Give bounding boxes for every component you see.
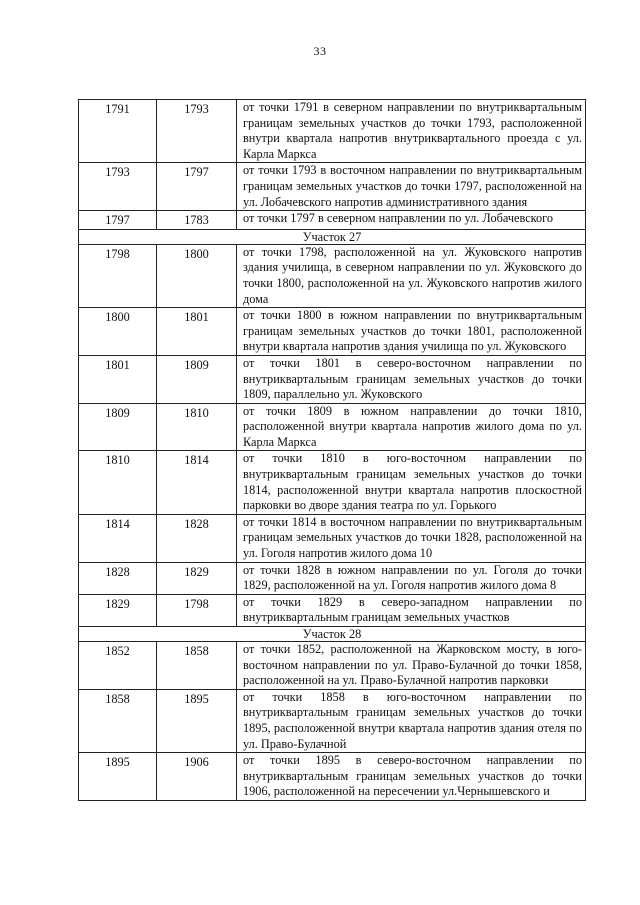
description-cell: от точки 1809 в южном направлении до точки 1810, расположенной внутри квартала напротив жилого дома по ул. Карла Маркса [237,403,586,451]
section-header-row [79,229,586,244]
section-title: Участок 28 [79,627,586,642]
table-row [79,753,586,801]
table-row [79,244,586,307]
description-cell: от точки 1801 в северо-восточном направлении по внутриквартальным границам земельных участков до точки 1809, параллельно ул. Жуковского [237,355,586,403]
from-point-cell: 1810 [79,451,157,514]
from-point-cell: 1798 [79,244,157,307]
table-row [79,562,586,594]
to-point-cell: 1800 [157,244,237,307]
description-cell: от точки 1895 в северо-восточном направлении по внутриквартальным границам земельных участков до точки 1906, расположенной на пересечении ул.Чернышевского и [237,753,586,801]
description-cell: от точки 1798, расположенной на ул. Жуковского напротив здания училища, в северном направлении по ул. Жуковского до точки 1800, расположенной на ул. Жуковского напротив жилого дома [237,244,586,307]
to-point-cell: 1793 [157,100,237,163]
from-point-cell: 1791 [79,100,157,163]
from-point-cell: 1793 [79,163,157,211]
description-cell: от точки 1858 в юго-восточном направлении по внутриквартальным границам земельных участков до точки 1895, расположенной внутри квартала напротив здания отеля по ул. Право-Булачной [237,689,586,752]
description-cell: от точки 1791 в северном направлении по внутриквартальным границам земельных участков до точки 1793, расположенной внутри квартала напротив внутриквартального проезда с ул. Карла Маркса [237,100,586,163]
from-point-cell: 1800 [79,308,157,356]
table-row [79,514,586,562]
description-cell: от точки 1828 в южном направлении по ул. Гоголя до точки 1829, расположенной на ул. Гоголя напротив жилого дома 8 [237,562,586,594]
to-point-cell: 1906 [157,753,237,801]
table-row [79,308,586,356]
description-cell: от точки 1797 в северном направлении по ул. Лобачевского [237,211,586,230]
description-cell: от точки 1793 в восточном направлении по внутриквартальным границам земельных участков до точки 1797, расположенной на ул. Лобачевского напротив административного здания [237,163,586,211]
description-cell: от точки 1852, расположенной на Жарковском мосту, в юго-восточном направлении по ул. Право-Булачной до точки 1858, расположенной на ул. Право-Булачной напротив парковки [237,642,586,690]
description-cell: от точки 1810 в юго-восточном направлении по внутриквартальным границам земельных участков до точки 1814, расположенной внутри квартала напротив плоскостной парковки во дворе здания театра по ул. Горького [237,451,586,514]
to-point-cell: 1797 [157,163,237,211]
section-title: Участок 27 [79,229,586,244]
from-point-cell: 1895 [79,753,157,801]
table-row [79,594,586,626]
table-row [79,211,586,230]
from-point-cell: 1814 [79,514,157,562]
table-row [79,100,586,163]
table-row [79,403,586,451]
to-point-cell: 1798 [157,594,237,626]
to-point-cell: 1858 [157,642,237,690]
from-point-cell: 1797 [79,211,157,230]
description-cell: от точки 1814 в восточном направлении по внутриквартальным границам земельных участков до точки 1828, расположенной на ул. Гоголя напротив жилого дома 10 [237,514,586,562]
from-point-cell: 1828 [79,562,157,594]
table-row [79,163,586,211]
from-point-cell: 1809 [79,403,157,451]
table-row [79,642,586,690]
from-point-cell: 1801 [79,355,157,403]
table-row [79,689,586,752]
from-point-cell: 1829 [79,594,157,626]
boundary-description-table [78,99,586,801]
to-point-cell: 1814 [157,451,237,514]
from-point-cell: 1858 [79,689,157,752]
section-header-row [79,627,586,642]
to-point-cell: 1828 [157,514,237,562]
description-cell: от точки 1800 в южном направлении по внутриквартальным границам земельных участков до точки 1801, расположенной внутри квартала напротив здания училища по ул. Жуковского [237,308,586,356]
table-row [79,451,586,514]
description-cell: от точки 1829 в северо-западном направлении по внутриквартальным границам земельных участков [237,594,586,626]
table-row [79,355,586,403]
to-point-cell: 1829 [157,562,237,594]
to-point-cell: 1783 [157,211,237,230]
to-point-cell: 1895 [157,689,237,752]
from-point-cell: 1852 [79,642,157,690]
to-point-cell: 1810 [157,403,237,451]
page-number: 33 [313,44,327,58]
to-point-cell: 1809 [157,355,237,403]
to-point-cell: 1801 [157,308,237,356]
